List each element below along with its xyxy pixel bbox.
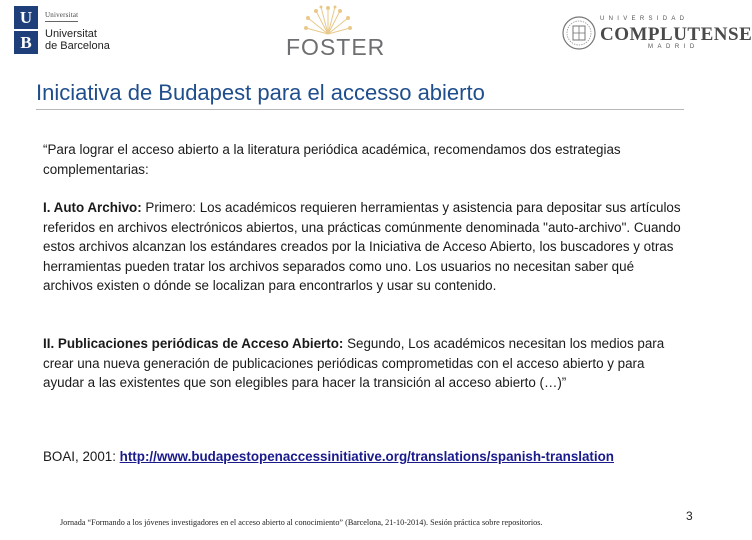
- self-archiving-text: Primero: Los académicos requieren herramientas y asistencia para depositar sus artículos referidos en archivos electrónicos abiertos, una prácticas comúnmente denominada "auto-archivo". Cuando estos archivos alcanzan los estándares creados por la Iniciativa de Acceso Abierto, los buscadores y otras herramientas pueden tratar los archivos separados como uno. Los usuarios no necesitan saber qué archivos existen o dónde se localizan para encontrarlos y usar su contenido.: [43, 200, 681, 293]
- oa-journals-label: II. Publicaciones periódicas de Acceso Abierto:: [43, 336, 344, 351]
- slide-title: Iniciativa de Budapest para el accesso abierto: [36, 80, 485, 105]
- ucm-main-text: COMPLUTENSE: [600, 24, 752, 45]
- foster-wordmark: FOSTER: [286, 34, 386, 60]
- ub-line2: de Barcelona: [45, 40, 110, 52]
- ub-mark-bottom: B: [14, 31, 38, 54]
- ub-logo: [14, 4, 124, 54]
- ucm-top-text: UNIVERSIDAD: [600, 16, 689, 22]
- citation-prefix: BOAI, 2001:: [43, 449, 120, 464]
- oa-journals-text: Segundo, Los académicos necesitan los medios para crear una nueva generación de publicaciones periódicas comprometidas con el acceso abierto y para ayudar a las existentes que son elegibles para hacer la transición al acceso abierto (…)”: [43, 336, 665, 390]
- ucm-bottom-text: MADRID: [648, 44, 699, 50]
- ucm-seal-icon: [562, 16, 596, 50]
- foster-logo: [278, 4, 388, 60]
- ub-mark: [14, 4, 40, 54]
- slide-footer: Jornada “Formando a los jóvenes investigadores en el acceso abierto al conocimiento” (Barcelona, 21-10-2014). Sesión práctica sobre repositorios.: [60, 518, 543, 527]
- self-archiving-label: I. Auto Archivo:: [43, 200, 142, 215]
- self-archiving-paragraph: [43, 198, 683, 296]
- boai-link[interactable]: http://www.budapestopenaccessinitiative.org/translations/spanish-translation: [119, 449, 614, 464]
- ub-mark-top: U: [14, 6, 38, 29]
- title-divider: [36, 109, 684, 110]
- intro-paragraph: “Para lograr el acceso abierto a la literatura periódica académica, recomendamos dos estrategias complementarias:: [43, 142, 621, 177]
- ub-small-text: Universitat: [45, 9, 78, 22]
- page-number: 3: [686, 509, 693, 523]
- citation-paragraph: [43, 447, 683, 467]
- ub-line1: Universitat: [45, 28, 97, 40]
- ucm-logo: [562, 14, 752, 54]
- oa-journals-paragraph: [43, 334, 683, 393]
- dandelion-icon: [298, 4, 358, 38]
- ub-wordmark: [45, 8, 110, 52]
